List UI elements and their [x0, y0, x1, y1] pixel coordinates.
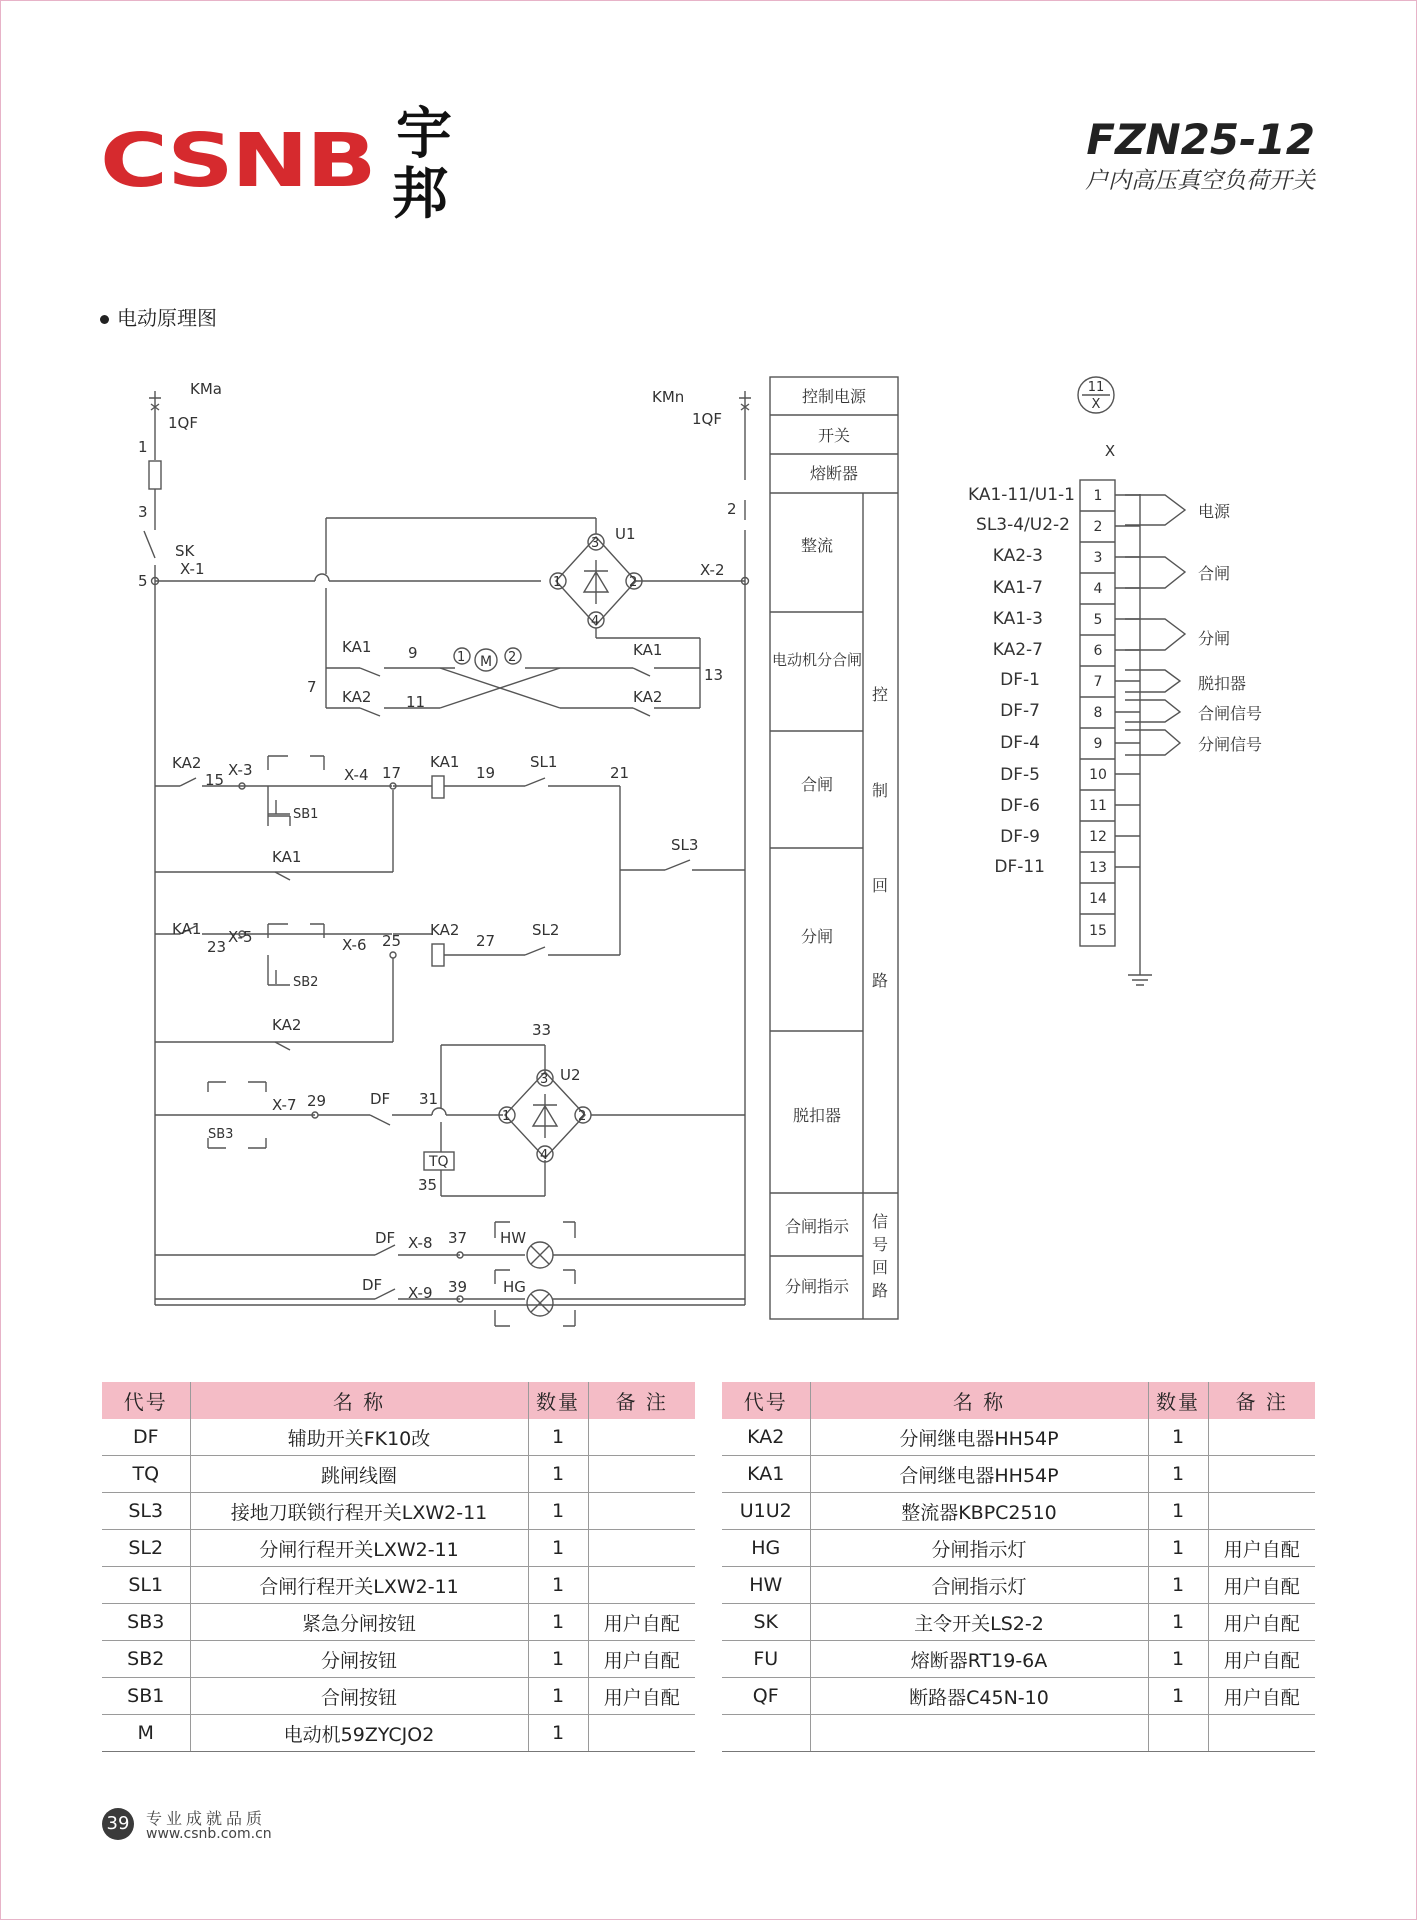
column-header: 代号	[722, 1382, 810, 1419]
column-header: 备 注	[588, 1382, 695, 1419]
label-ka2-a: KA2	[342, 688, 372, 706]
label-node-37: 37	[448, 1229, 468, 1247]
terminal-output-power: 电源	[1198, 502, 1231, 521]
terminal-output-open: 分闸	[1198, 629, 1231, 648]
label-sl1: SL1	[530, 753, 558, 771]
footer-url: www.csnb.com.cn	[146, 1826, 272, 1842]
terminal-number: 5	[1093, 612, 1103, 628]
side-block-open-indicator: 分闸指示	[784, 1277, 850, 1296]
side-block-switch: 开关	[817, 426, 851, 445]
table-row	[722, 1715, 1315, 1752]
label-node-29: 29	[307, 1092, 327, 1110]
label-x2: X-2	[700, 561, 725, 579]
label-node-27: 27	[476, 932, 496, 950]
label-node-33: 33	[532, 1021, 552, 1039]
terminal-badge-top: 11	[1087, 380, 1105, 395]
side-block-motor: 电动机分合闸	[771, 651, 863, 669]
terminal-header: X	[1104, 442, 1116, 460]
column-header: 数量	[528, 1382, 588, 1419]
terminal-label: DF-11	[994, 857, 1045, 877]
label-ka2-hold: KA2	[272, 1016, 302, 1034]
label-node-35: 35	[418, 1176, 438, 1194]
label-x5: X-5	[228, 928, 253, 946]
label-qf-left: 1QF	[168, 414, 198, 432]
label-node-17: 17	[382, 764, 402, 782]
label-node-31: 31	[419, 1090, 439, 1108]
column-header: 数量	[1148, 1382, 1208, 1419]
terminal-number: 13	[1089, 860, 1107, 876]
label-kmn: KMn	[652, 388, 685, 406]
label-qf-right: 1QF	[692, 410, 722, 428]
label-ka1-a: KA1	[342, 638, 372, 656]
label-node-15: 15	[205, 771, 225, 789]
terminal-number: 11	[1089, 798, 1107, 814]
parts-table-right	[722, 1382, 1315, 1752]
label-ka2-b: KA2	[633, 688, 663, 706]
table-row: SL3 接地刀联锁行程开关LXW2-11 1	[102, 1493, 695, 1530]
table-row: TQ 跳闸线圈 1	[102, 1456, 695, 1493]
label-sb3: SB3	[208, 1127, 234, 1142]
label-x9: X-9	[408, 1284, 433, 1302]
label-node-13: 13	[704, 666, 724, 684]
label-node-23: 23	[207, 938, 227, 956]
label-kma: KMa	[190, 380, 222, 398]
side-block-trip: 脱扣器	[792, 1106, 842, 1125]
table-row: SB3 紧急分闸按钮 1 用户自配	[102, 1604, 695, 1641]
side-block-close: 合闸	[800, 775, 834, 794]
table-row: SL1 合闸行程开关LXW2-11 1	[102, 1567, 695, 1604]
label-node-7: 7	[307, 678, 317, 696]
label-tq: TQ	[429, 1154, 449, 1170]
label-hg: HG	[503, 1278, 526, 1296]
svg-text:3: 3	[591, 536, 600, 551]
side-group-signal-3: 回	[871, 1258, 889, 1277]
label-x3: X-3	[228, 761, 253, 779]
terminal-number: 10	[1089, 767, 1107, 783]
table-row: QF 断路器C45N-10 1 用户自配	[722, 1678, 1315, 1715]
terminal-number: 4	[1093, 581, 1103, 597]
label-sk: SK	[175, 542, 195, 560]
terminal-label: KA1-7	[992, 578, 1043, 598]
terminal-badge-bottom: X	[1091, 397, 1101, 412]
table-row: DF 辅助开关FK10改 1	[102, 1419, 695, 1456]
label-hw: HW	[500, 1229, 527, 1247]
terminal-number: 2	[1093, 519, 1103, 535]
terminal-label: DF-9	[1000, 827, 1040, 847]
terminal-number: 12	[1089, 829, 1107, 845]
label-motor: M	[480, 654, 493, 670]
terminal-number: 9	[1093, 736, 1103, 752]
column-header: 名 称	[810, 1382, 1148, 1419]
table-row: SB1 合闸按钮 1 用户自配	[102, 1678, 695, 1715]
label-node-3: 3	[138, 503, 148, 521]
side-group-signal-2: 号	[871, 1235, 889, 1254]
side-group-control-2: 制	[871, 781, 889, 800]
label-sb2: SB2	[293, 975, 319, 990]
label-x7: X-7	[272, 1096, 297, 1114]
table-row: U1U2 整流器KBPC2510 1	[722, 1493, 1315, 1530]
label-node-21: 21	[610, 764, 630, 782]
label-ka1-c: KA1	[172, 920, 202, 938]
terminal-label: SL3-4/U2-2	[976, 515, 1070, 535]
label-sl2: SL2	[532, 921, 560, 939]
label-ka1-hold: KA1	[272, 848, 302, 866]
column-header: 名 称	[190, 1382, 528, 1419]
brand-logo: CSNB	[100, 118, 375, 204]
column-header: 代号	[102, 1382, 190, 1419]
label-sl3: SL3	[671, 836, 699, 854]
terminal-label: KA2-3	[992, 546, 1043, 566]
label-df-b: DF	[375, 1229, 396, 1247]
product-subtitle: 户内高压真空负荷开关	[1085, 168, 1315, 194]
footer-slogan: 专业成就品质	[146, 1809, 267, 1828]
svg-text:1: 1	[457, 650, 466, 665]
label-ka1-b: KA1	[633, 641, 663, 659]
side-group-control-3: 回	[871, 876, 889, 895]
terminal-label: KA2-7	[992, 640, 1043, 660]
svg-text:2: 2	[629, 575, 638, 590]
label-u2: U2	[560, 1066, 581, 1084]
table-row: HG 分闸指示灯 1 用户自配	[722, 1530, 1315, 1567]
terminal-label: KA1-3	[992, 609, 1043, 629]
label-node-1: 1	[138, 438, 148, 456]
terminal-number: 6	[1093, 643, 1103, 659]
side-block-fuse: 熔断器	[809, 464, 859, 483]
label-node-9: 9	[408, 644, 418, 662]
svg-text:2: 2	[578, 1109, 587, 1124]
table-row: SK 主令开关LS2-2 1 用户自配	[722, 1604, 1315, 1641]
svg-text:4: 4	[591, 614, 600, 629]
table-row: KA2 分闸继电器HH54P 1	[722, 1419, 1315, 1456]
table-row: FU 熔断器RT19-6A 1 用户自配	[722, 1641, 1315, 1678]
terminal-output-trip: 脱扣器	[1198, 674, 1247, 693]
label-x1: X-1	[180, 560, 205, 578]
side-block-control-power: 控制电源	[801, 387, 867, 406]
label-x8: X-8	[408, 1234, 433, 1252]
label-ka1-coil: KA1	[430, 753, 460, 771]
label-node-19: 19	[476, 764, 496, 782]
side-group-signal-1: 信	[871, 1212, 889, 1231]
label-x6: X-6	[342, 936, 367, 954]
svg-text:4: 4	[540, 1148, 549, 1163]
svg-text:3: 3	[540, 1072, 549, 1087]
label-df-a: DF	[370, 1090, 391, 1108]
model-number: FZN25-12	[1086, 115, 1315, 164]
terminal-label: DF-4	[1000, 733, 1040, 753]
terminal-label: DF-5	[1000, 765, 1040, 785]
side-block-open: 分闸	[800, 927, 834, 946]
terminal-output-close-signal: 合闸信号	[1198, 704, 1263, 723]
column-header: 备 注	[1208, 1382, 1315, 1419]
label-x4: X-4	[344, 766, 369, 784]
label-u1: U1	[615, 525, 636, 543]
label-node-25: 25	[382, 932, 402, 950]
terminal-number: 3	[1093, 550, 1103, 566]
terminal-label: DF-7	[1000, 701, 1040, 721]
label-ka2-coil: KA2	[430, 921, 460, 939]
label-sb1: SB1	[293, 807, 319, 822]
label-node-39: 39	[448, 1278, 468, 1296]
side-group-signal-4: 路	[871, 1281, 889, 1300]
label-ka2-c: KA2	[172, 754, 202, 772]
label-df-c: DF	[362, 1276, 383, 1294]
svg-text:1: 1	[553, 575, 562, 590]
table-header	[102, 1382, 695, 1419]
label-node-11: 11	[406, 693, 426, 711]
terminal-number: 7	[1093, 674, 1103, 690]
table-row: HW 合闸指示灯 1 用户自配	[722, 1567, 1315, 1604]
table-row: M 电动机59ZYCJO2 1	[102, 1715, 695, 1752]
svg-text:2: 2	[508, 650, 517, 665]
terminal-number: 15	[1089, 923, 1107, 939]
side-block-rectifier: 整流	[800, 536, 834, 555]
terminal-label: DF-1	[1000, 670, 1040, 690]
table-row: KA1 合闸继电器HH54P 1	[722, 1456, 1315, 1493]
parts-table-left	[102, 1382, 695, 1752]
terminal-number: 14	[1089, 891, 1107, 907]
terminal-number: 8	[1093, 705, 1103, 721]
terminal-output-open-signal: 分闸信号	[1198, 735, 1263, 754]
page-number: 39	[102, 1808, 134, 1840]
side-block-close-indicator: 合闸指示	[784, 1217, 850, 1236]
brand-logo-cn: 宇 邦	[392, 101, 452, 227]
terminal-output-close: 合闸	[1198, 564, 1231, 583]
table-row: SB2 分闸按钮 1 用户自配	[102, 1641, 695, 1678]
side-group-control-4: 路	[871, 971, 889, 990]
section-title: 电动原理图	[100, 302, 217, 331]
terminal-label: DF-6	[1000, 796, 1040, 816]
table-row: SL2 分闸行程开关LXW2-11 1	[102, 1530, 695, 1567]
svg-text:1: 1	[502, 1109, 511, 1124]
table-header	[722, 1382, 1315, 1419]
terminal-number: 1	[1093, 488, 1103, 504]
label-node-2: 2	[727, 500, 737, 518]
terminal-label: KA1-11/U1-1	[968, 485, 1075, 505]
side-group-control-1: 控	[871, 685, 889, 704]
label-node-5: 5	[138, 572, 148, 590]
